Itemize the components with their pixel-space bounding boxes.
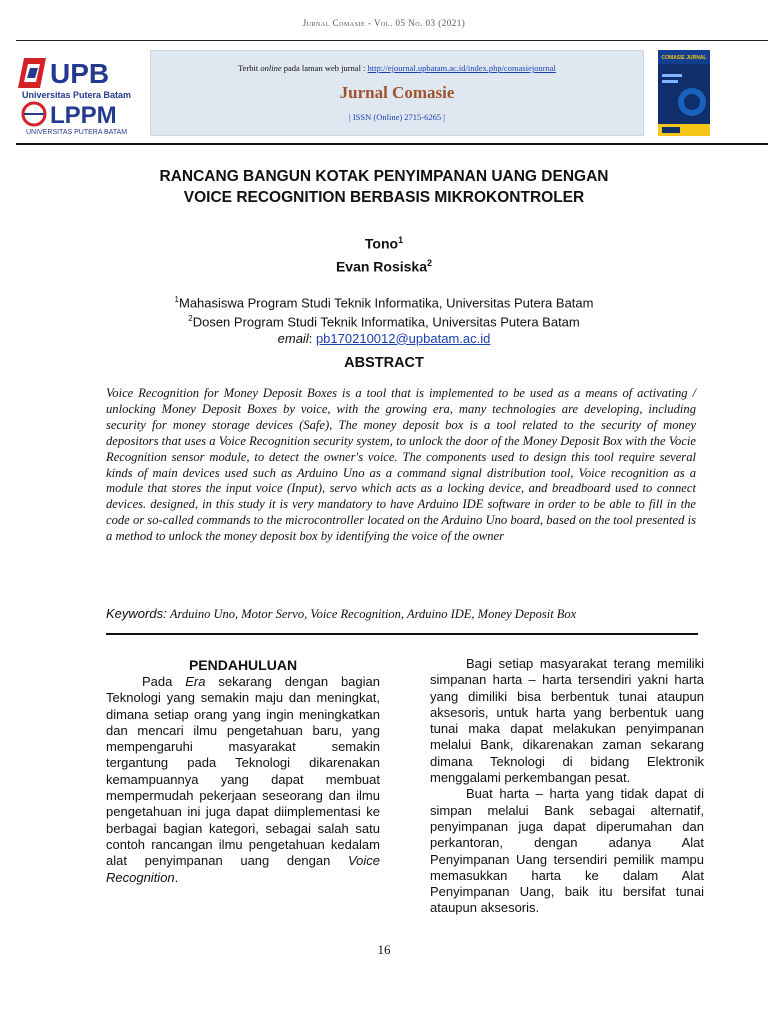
logo-upb-text: UPB <box>50 58 110 89</box>
affiliation-2: $^2$Dosen Program Studi Teknik Informatika, Universitas Putera Batam <box>188 314 580 330</box>
running-head: Jurnal Comasie - Vol. 05 No. 03 (2021) <box>302 18 466 28</box>
cover-title: COMASIE JURNAL <box>661 55 707 61</box>
email-label: email <box>277 330 309 346</box>
logo-univ-caps: UNIVERSITAS PUTERA BATAM <box>26 129 128 136</box>
title-line-2: VOICE RECOGNITION BERBASIS MIKROKONTROLER <box>183 189 585 206</box>
right-column <box>430 656 704 917</box>
header-rule <box>16 40 768 41</box>
journal-banner <box>16 48 768 140</box>
right-paragraph-2: Buat harta – harta yang tidak dapat di simpan melalui Bank sebagai alternatif, penyimpanan juga dapat diperumahan dan perkantoran, dengan adanya Alat Penyimpanan Uang tersendiri pemilik mampu memasukkan harta ke dalam Alat Penyimpanan Uang, baik itu bersifat tunai ataupun aksesoris. <box>430 786 704 916</box>
logo-univ-text: Universitas Putera Batam <box>22 90 132 100</box>
logo-lppm-text: LPPM <box>50 102 117 129</box>
title-line-1: RANCANG BANGUN KOTAK PENYIMPANAN UANG DENGAN <box>159 168 609 185</box>
authors <box>0 231 768 276</box>
banner-rule <box>16 143 768 145</box>
email-link[interactable]: pb170210012@upbatam.ac.id <box>315 330 491 346</box>
author-2: Evan Rosiska$^2$ <box>335 257 433 275</box>
keywords-label: Keywords: <box>106 606 167 621</box>
cover-graphic <box>658 50 710 136</box>
terbit-prefix: Terbit <box>238 63 259 73</box>
page-number: 16 <box>377 942 391 957</box>
affiliation-1: $^1$Mahasiswa Program Studi Teknik Informatika, Universitas Putera Batam <box>174 295 594 311</box>
journal-url-link[interactable]: http://ejournal.upbatam.ac.id/index.php/comasiejournal <box>367 63 556 73</box>
journal-cover-image <box>652 48 750 140</box>
issn-line: | ISSN (Online) 2715-6265 | <box>349 112 445 122</box>
paper-title <box>100 166 668 208</box>
left-column <box>106 656 380 886</box>
keywords-values: Arduino Uno, Motor Servo, Voice Recognition, Arduino IDE, Money Deposit Box <box>169 607 577 621</box>
upb-lppm-logo-graphic <box>16 48 148 140</box>
author-1: Tono$^1$ <box>364 235 404 252</box>
abstract-heading: ABSTRACT <box>344 355 424 371</box>
upb-lppm-logo <box>16 48 148 140</box>
journal-info-box <box>150 50 644 136</box>
left-paragraph-1: Pada Era sekarang dengan bagian Teknologi yang semakin maju dan meningkat, dimana setiap orang yang ingin meningkatkan dan mencari ilmu pengetahuan baru, yang mempengaruhi masyarakat semakin tergantung pada Teknologi dikarenakan kemampuannya yang dapat membuat mempermudah pekerjaan seseorang dan ilmu pengetahuan ini juga dapat diimplementasi ke berbagai bagian kategori, sebagai salah satu contoh rancangan ilmu pengetahuan kedalam alat penyimpanan uang dengan Voice Recognition. <box>106 674 380 885</box>
abstract-text: Voice Recognition for Money Deposit Boxes is a tool that is implemented to be used as a means of activating / unlocking Money Deposit Boxes by voice, with the growing era, many technologies are developing, including security for money storage devices (Safe), The money deposit box is a tool related to the security of money depositors that uses a Voice Recognition security system, to unlock the door of the Money Deposit Box with the Vocie Recognition sensor module, to detect the owner's voice. The components used to design this tool require several kinds of main devices used such as Arduino Uno as a command signal distribution tool, Voice recognition as a module that stores the input voice (Input), servo which acts as a locking device, and breadboard used to connect devices. designed, in this study it is very mandatory to have Arduino IDE software in order to be able to fill in the code or so-called commands to the microcontroller located on the Arduino Uno board, based on the tool presented is a method to unlock the money deposit box by identifying the voice of the owner <box>106 386 696 544</box>
section-heading-pendahuluan: PENDAHULUAN <box>188 657 298 673</box>
right-paragraph-1: Bagi setiap masyarakat terang memiliki simpanan harta – harta tersendiri yakni harta yang dimiliki bisa berbentuk tunai ataupun aksesoris, untuk harta yang berbentuk uang tunai maka dapat melakukan penyimpanan melalui Bank, dikarenakan zaman sekarang dimana Teknologi di bidang Elektronik menggalami perkembangan pesat. <box>430 656 704 786</box>
keywords-line <box>106 606 706 622</box>
affiliations <box>0 292 768 347</box>
abstract-rule <box>106 633 698 635</box>
email-line: email: pb170210012@upbatam.ac.id <box>277 330 491 346</box>
publication-line <box>151 63 643 73</box>
terbit-middle: pada laman web jurnal : <box>283 63 366 73</box>
journal-title: Jurnal Comasie <box>339 83 455 102</box>
terbit-online: online <box>260 63 282 73</box>
